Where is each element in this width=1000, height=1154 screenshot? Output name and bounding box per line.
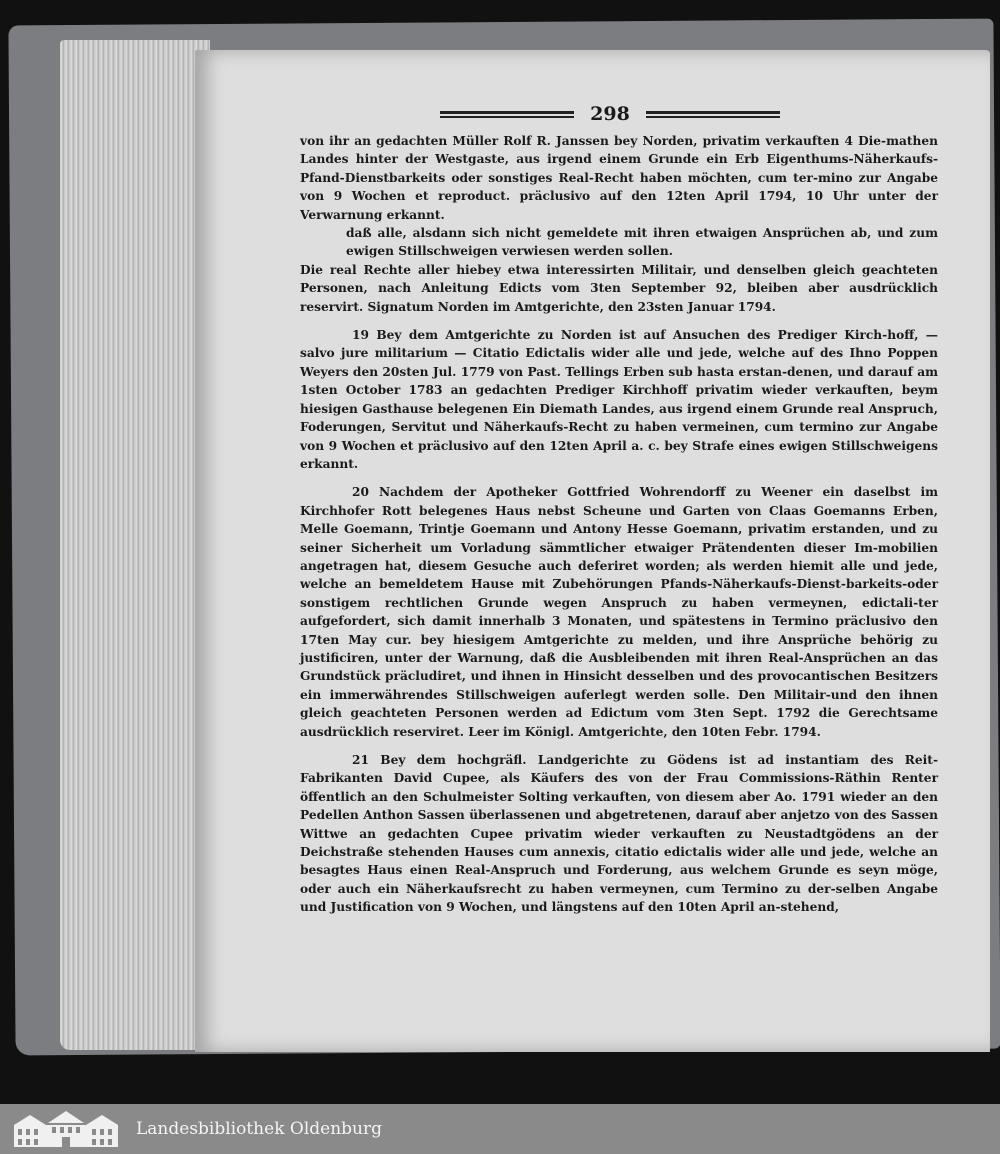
header-rule-left (440, 111, 574, 118)
paragraph-continuation: von ihr an gedachten Müller Rolf R. Janssen bey Norden, privatim verkauften 4 Die-mathen Landes hinter der Westgaste, aus irgend einem Grunde ein Erb Eigenthums-Näherkaufs-Pfand-Dienstbarkeits oder sonstiges Real-Recht haben möchten, cum ter-mino zur Angabe von 9 Wochen et reproduct. präclusivo auf den 12ten April 1794, 10 Uhr unter der Verwarnung erkannt. (300, 134, 938, 222)
page-text (300, 132, 938, 917)
library-building-icon (10, 1109, 122, 1149)
footer-label: Landesbibliothek Oldenburg (136, 1119, 383, 1139)
page-edges (60, 40, 210, 1050)
page-number: 298 (590, 103, 630, 125)
paragraph-20: 20 Nachdem der Apotheker Gottfried Wohrendorff zu Weener ein daselbst im Kirchhofer Rott belegenes Haus nebst Scheune und Garten von Claas Goemanns Erben, Melle Goemann, Trintje Goemann und Antony Hesse Goemann, privatim erstanden, und zu seiner Sicherheit um Vorladung sämmtlicher etwaiger Prätendenten dieser Im-mobilien angetragen hat, diesem Gesuche auch deferiret worden; als werden hiemit alle und jede, welche an bemeldetem Hause mit Zubehörungen Pfands-Näherkaufs-Dienst-barkeits-oder sonstigem rechtlichen Grunde wegen Anspruch zu haben vermeynen, edictali-ter aufgefordert, sich damit innerhalb 3 Monaten, und spätestens in Termino präclusivo den 17ten May cur. bey hiesigem Amtgerichte zu melden, und ihre Ansprüche behörig zu justificiren, unter der Warnung, daß die Ausbleibenden mit ihren Real-Ansprüchen an das Grundstück präcludiret, und ihnen in Hinsicht desselben und des provocantischen Besitzers ein immerwährendes Stillschweigen auferlegt werden solle. Den Militair-und den ihnen gleich geachteten Personen werden ad Edictum vom 3ten Sept. 1792 die Gerechtsame ausdrücklich reserviret. Leer im Königl. Amtgerichte, den 10ten Febr. 1794. (300, 485, 938, 739)
header-rule-right (646, 111, 780, 118)
paragraph-19: 19 Bey dem Amtgerichte zu Norden ist auf Ansuchen des Prediger Kirch-hoff, — salvo jure militarium — Citatio Edictalis wider alle und jede, welche auf des Ihno Poppen Weyers den 20sten Jul. 1779 von Past. Tellings Erben sub hasta erstan-denen, und darauf am 1sten October 1783 an gedachten Prediger Kirchhoff privatim wieder verkauften, beym hiesigen Gasthause belegenen Ein Diemath Landes, aus irgend einem Grunde real Anspruch, Foderungen, Servitut und Näherkaufs-Recht zu haben vermeinen, cum termino zur Angabe von 9 Wochen et präclusivo auf den 12ten April a. c. bey Strafe eines ewigen Stillschweigens erkannt. (300, 328, 938, 471)
paragraph-warning: daß alle, alsdann sich nicht gemeldete mit ihren etwaigen Ansprüchen ab, und zum ewigen Stillschweigen verwiesen werden sollen. (346, 226, 938, 259)
page-header (440, 96, 780, 132)
paragraph-reservation: Die real Rechte aller hiebey etwa interessirten Militair, und denselben gleich geachteten Personen, nach Anleitung Edicts vom 3ten September 92, bleiben aber ausdrücklich reservirt. Signatum Norden im Amtgerichte, den 23sten Januar 1794. (300, 262, 938, 314)
page-content (300, 96, 938, 917)
paragraph-21: 21 Bey dem hochgräfl. Landgerichte zu Gödens ist ad instantiam des Reit-Fabrikanten David Cupee, als Käufers des von der Frau Commissions-Räthin Renter öffentlich an den Schulmeister Solting verkauften, von diesem aber Ao. 1791 wieder an den Pedellen Anthon Sassen überlassenen und abgetretenen, darauf aber anjetzo von des Sassen Wittwe an gedachten Cupee privatim wieder verkauften zu Neustadtgödens an der Deichstraße stehenden Hauses cum annexis, citatio edictalis wider alle und jede, welche an besagtes Haus einen Real-Anspruch und Forderung, aus welchem Grunde es seyn möge, oder auch ein Näherkaufsrecht zu haben vermeynen, cum Termino zu der-selben Angabe und Justification von 9 Wochen, und längstens auf den 10ten April an-stehend, (300, 753, 938, 915)
footer-bar (0, 1104, 1000, 1154)
